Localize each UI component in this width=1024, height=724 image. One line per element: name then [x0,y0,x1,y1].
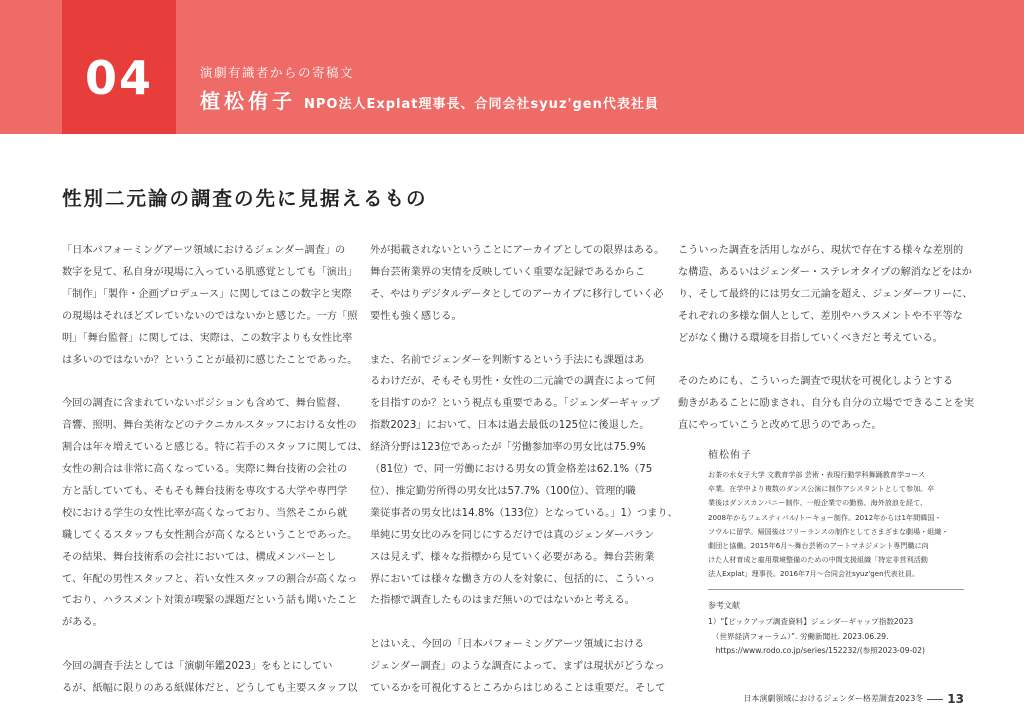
bio-line: 2008年からフェスティバル/トーキョー制作。2012年からは1年間韓国・ [708,512,942,522]
paragraph-gap [370,328,652,350]
body-text-line: た指標で調査したものはまだ無いのではないかと考える。 [370,595,635,607]
body-text-line: 割合は年々増えていると感じる。特に若手のスタッフに関しては、 [62,442,368,454]
footer-publication-title: 日本演劇領域におけるジェンダー格差調査2023冬 [743,694,924,703]
body-text-line: そ、やはりデジタルデータとしてのアーカイブに移行していく必 [370,288,664,300]
body-text-line: （81位）で、同一労働における男女の賃金格差は62.1%（75 [370,464,653,476]
body-text-line: 外が掲載されないということにアーカイブとしての限界はある。 [370,245,665,256]
body-text-line: ジェンダー調査」のような調査によって、まずは現状がどうなっ [370,661,665,673]
body-text-line: それぞれの多様な個人として、差別やハラスメントや不平等な [678,310,963,322]
bio-line: けた人材育成と雇用環境整備のための中間支援組織「特定非営利活動 [708,555,928,565]
body-text-line: 経済分野は123位であったが「労働参加率の男女比は75.9% [370,442,646,454]
bio-line: 業後はダンスカンパニー制作、一般企業での勤務、海外放浪を経て、 [708,498,928,508]
author-role: NPO法人Explat理事長、合同会社syuz'gen代表社員 [304,97,659,112]
body-text-line: とはいえ、今回の「日本パフォーミングアーツ領域における [370,639,645,651]
body-text-line: 今回の調査に含まれていないポジションも含めて、舞台監督、 [62,398,347,410]
body-text-line: て、年配の男性スタッフと、若い女性スタッフの割合が高くなっ [62,573,358,585]
body-text-line: 業従事者の男女比は14.8%（133位）となっている。」1）つまり、 [370,507,678,519]
references [708,599,964,659]
author-bio [708,447,964,582]
article-title: 性別二元論の調査の先に見据えるもの [62,187,428,210]
paragraph-gap [62,371,344,393]
body-text-line: そのためにも、こういった調査で現状を可視化しようとする [678,376,954,388]
header-banner [0,0,1024,134]
body-column-3 [678,240,975,437]
body-text-line: るわけだが、そもそも男性・女性の二元論での調査によって何 [370,376,656,388]
body-text-line: 数字を見て、私自身が現場に入っている肌感覚としても「演出」 [62,266,358,278]
body-text-line: は多いのではないか？ということが最初に感じたことであった。 [62,354,358,366]
body-text-line: スは見えず、様々な指標から見ていく必要がある。舞台芸術業 [370,551,655,563]
header-subtitle: 演劇有識者からの寄稿文 [200,65,355,80]
body-text-line: り、そして最終的には男女二元論を超え、ジェンダーフリーに、 [678,288,973,300]
body-text-line: るが、紙幅に限りのある紙媒体だと、どうしても主要スタッフ以 [62,683,358,695]
body-text-line: がある。 [62,617,103,629]
body-text-line: 職してくるスタッフも女性割合が高くなるということであった。 [62,529,358,541]
body-text-line: 単純に男女比のみを同じにするだけでは真のジェンダーバラン [370,529,655,541]
body-column-1 [62,240,368,700]
body-text-line: 指数2023」において、日本は過去最低の125位に後退した。 [370,420,650,432]
body-text-line: 方と話していても、そもそも舞台技術を専攻する大学や専門学 [62,485,348,497]
section-number: 04 [84,51,153,105]
body-text-line: その結果、舞台技術系の会社においては、構成メンバーとし [62,551,337,563]
body-text-line: どがなく働ける環境を目指していくべきだと考えている。 [678,332,943,344]
paragraph-gap [370,612,652,634]
body-text-line: 直にやっていこうと改めて思うのであった。 [678,420,882,432]
bio-line: お茶の水女子大学 文教育学部 芸術・表現行動学科舞踊教育学コース [708,470,925,479]
body-text-line: 舞台芸術業界の実情を反映していく重要な記録であるからこ [370,266,646,278]
author-name: 植松侑子 [200,89,296,113]
section-number-block [62,0,176,134]
bio-text [708,468,964,582]
bio-line: 法人Explat」理事長。2016年7月〜合同会社syuz'gen代表社員。 [708,569,920,579]
reference-line: （世界経済フォーラム）”. 労働新聞社. 2023.06.29. [708,631,889,641]
bio-line: 卒業。在学中より複数のダンス公演に制作アシスタントとして参加。卒 [708,484,935,494]
body-text-line: 女性の割合は非常に高くなっている。実際に舞台技術の会社の [62,464,348,476]
references-title: 参考文献 [708,601,740,610]
body-text-line: 動きがあることに励まされ、自分も自分の立場でできることを実 [678,398,975,410]
page-footer [743,692,964,706]
bio-name: 植松侑子 [708,450,752,461]
body-text-line: ており、ハラスメント対策が喫緊の課題だという話も聞いたこと [62,595,358,607]
footer-rule [927,699,943,700]
bio-line: 劇団と協働。2015年6月〜舞台芸術のアートマネジメント専門職に向 [708,541,929,551]
body-text-line: 明」「舞台監督」に関しては、実際は、この数字よりも女性比率 [62,332,353,344]
page-number: 13 [947,692,964,706]
reference-line: 1）“【ピックアップ調査資料】ジェンダーギャップ指数2023 [708,617,914,626]
reference-line: https://www.rodo.co.jp/series/152232/(参照2023-09-02) [708,646,925,655]
body-text-line: 「制作」「製作・企画プロデュース」に関してはこの数字と実際 [62,288,352,300]
body-text-line: な構造、あるいはジェンダー・ステレオタイプの解消などをはか [678,266,972,278]
body-text-line: 「日本パフォーミングアーツ領域におけるジェンダー調査」の [62,245,346,256]
references-divider [708,589,964,590]
author-line [200,88,659,118]
body-text-line: 音響、照明、舞台美術などのテクニカルスタッフにおける女性の [62,420,357,432]
bio-line: ソウルに留学。帰国後はフリーランスの制作としてさまざまな劇場・組織・ [708,526,949,536]
body-text-line: 今回の調査手法としては「演劇年鑑2023」をもとにしてい [62,661,333,673]
body-column-2 [370,240,678,700]
body-text-line: こういった調査を活用しながら、現状で存在する様々な差別的 [678,245,964,256]
body-text-line: 位）、推定勤労所得の男女比は57.7%（100位）、管理的職 [370,485,636,497]
paragraph-gap [678,350,960,372]
paragraph-gap [62,634,344,656]
body-text-line: ているかを可視化するところからはじめることは重要だ。そして [370,683,666,695]
body-text-line: また、名前でジェンダーを判断するという手法にも課題はあ [370,354,645,366]
body-text-line: 校における学生の女性比率が高くなっており、当然そこから就 [62,507,348,519]
body-text-line: の現場はそれほどズレていないのではないかと感じた。一方「照 [62,310,358,322]
body-text-line: を目指すのか？という視点も重要である。「ジェンダーギャップ [370,398,660,410]
references-list [708,615,964,659]
body-text-line: 要性も強く感じる。 [370,310,462,322]
body-text-line: 界においては様々な働き方の人を対象に、包括的に、こういっ [370,573,656,585]
